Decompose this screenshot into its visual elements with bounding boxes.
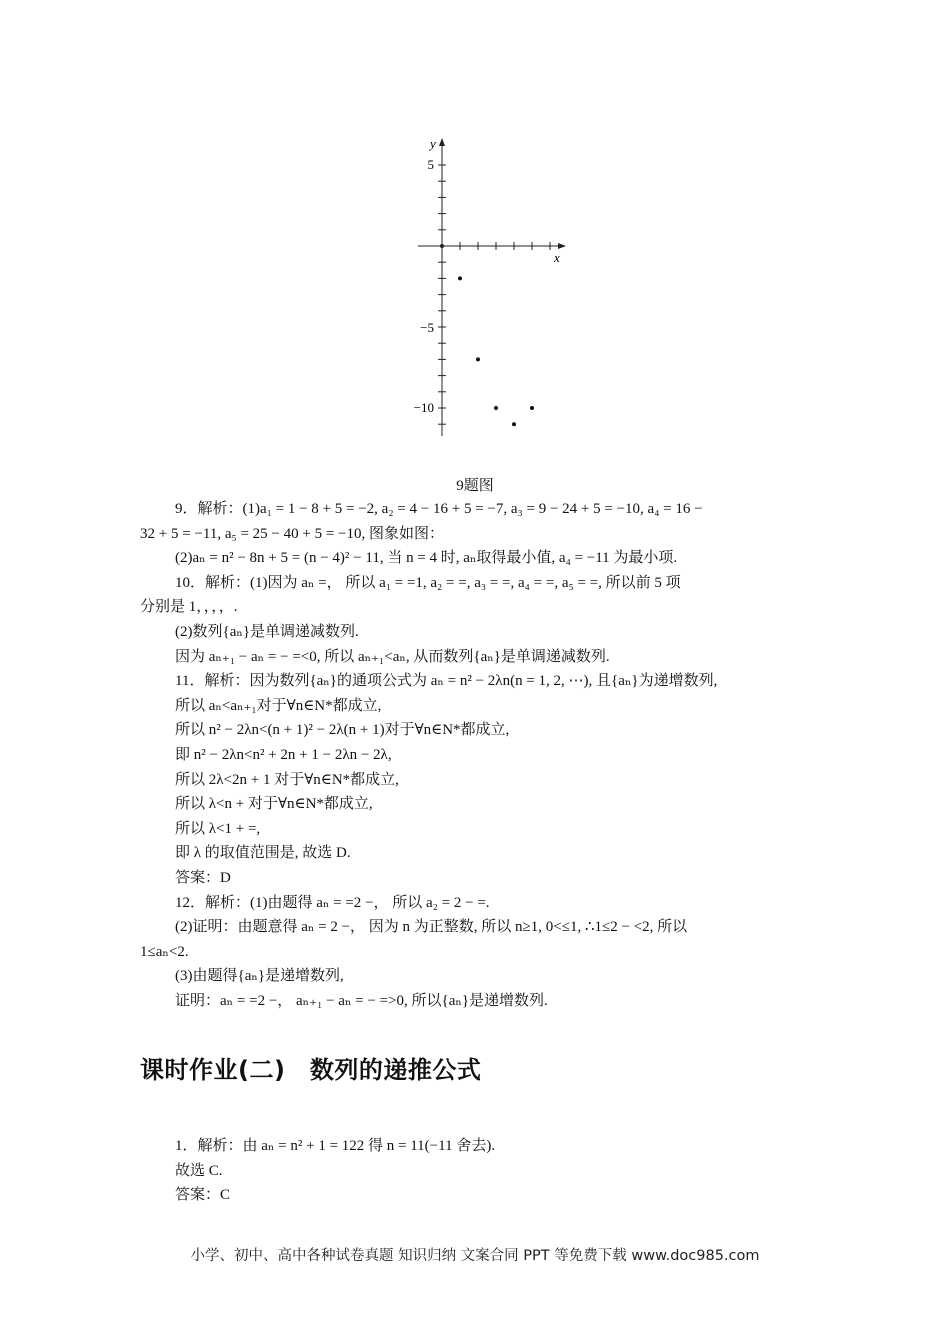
data-point	[512, 422, 516, 426]
solution-line: 9．解析：(1)a₁ = 1 − 8 + 5 = −2, a₂ = 4 − 16 + 5 = −7, a₃ = 9 − 24 + 5 = −10, a₄ = 16 −	[175, 501, 703, 517]
solution-line: 因为 aₙ₊₁ − aₙ = − =<0, 所以 aₙ₊₁<aₙ, 从而数列{aₙ}是单调递减数列.	[175, 648, 610, 665]
x-axis-label: x	[554, 250, 560, 265]
solution-line: 所以 n² − 2λn<(n + 1)² − 2λ(n + 1)对于∀n∈N*都成立,	[175, 722, 510, 739]
data-points	[458, 276, 534, 426]
tick-marks	[438, 165, 550, 424]
solution-line: 所以 λ<1 + =,	[175, 820, 261, 837]
problem-9-graph	[400, 130, 580, 440]
footer-text: 小学、初中、高中各种试卷真题 知识归纳 文案合同 PPT 等免费下载 www.doc985.com	[190, 1248, 760, 1264]
solution-line: 所以 2λ<2n + 1 对于∀n∈N*都成立,	[175, 771, 399, 788]
data-point	[494, 406, 498, 410]
data-point	[458, 276, 462, 280]
figure-caption: 9题图	[456, 478, 494, 494]
solution-line: 分别是 1，，，，.	[140, 599, 238, 616]
solution-line: 即 n² − 2λn<n² + 2n + 1 − 2λn − 2λ,	[175, 746, 392, 763]
solution-line: 所以 λ<n + 对于∀n∈N*都成立,	[175, 796, 373, 813]
solution-line: 故选 C.	[175, 1162, 223, 1179]
answer-line: 答案：D	[175, 869, 231, 886]
solution-line: 10．解析：(1)因为 aₙ =， 所以 a₁ = =1, a₂ = =, a₃ = =, a₄ = =, a₅ = =, 所以前 5 项	[175, 574, 681, 591]
solution-line: (2)aₙ = n² − 8n + 5 = (n − 4)² − 11, 当 n = 4 时, aₙ取得最小值, a₄ = −11 为最小项.	[175, 550, 678, 567]
solution-line: 11．解析：因为数列{aₙ}的通项公式为 aₙ = n² − 2λn(n = 1, 2, ⋯), 且{aₙ}为递增数列,	[175, 673, 718, 690]
data-point	[530, 406, 534, 410]
origin-point	[440, 244, 444, 248]
y-tick-label-neg5: −5	[420, 320, 434, 335]
solution-line: 12．解析：(1)由题得 aₙ = =2 −， 所以 a₂ = 2 − =.	[175, 894, 490, 911]
solution-line: (3)由题得{aₙ}是递增数列,	[175, 968, 344, 985]
solution-line: (2)数列{aₙ}是单调递减数列.	[175, 623, 359, 640]
solution-line: 32 + 5 = −11, a₅ = 25 − 40 + 5 = −10, 图象如图：	[140, 525, 445, 542]
solution-line: 即 λ 的取值范围是, 故选 D.	[175, 845, 351, 862]
solution-line: (2)证明：由题意得 aₙ = 2 −， 因为 n 为正整数, 所以 n≥1, 0<≤1, ∴1≤2 − <2, 所以	[175, 919, 688, 936]
solutions-block	[140, 497, 810, 1013]
section2-block	[140, 1134, 810, 1208]
y-tick-label-5: 5	[427, 157, 434, 172]
solution-line: 1．解析：由 aₙ = n² + 1 = 122 得 n = 11(−11 舍去).	[175, 1138, 496, 1154]
section-heading: 课时作业(二) 数列的递推公式	[140, 1056, 482, 1084]
data-point	[476, 357, 480, 361]
solution-line: 1≤aₙ<2.	[140, 943, 189, 960]
solution-line: 所以 aₙ<aₙ₊₁对于∀n∈N*都成立,	[175, 697, 382, 714]
x-axis-arrow	[558, 243, 566, 249]
answer-line: 答案：C	[175, 1187, 231, 1204]
y-tick-label-neg10: −10	[413, 400, 434, 415]
y-axis-arrow	[439, 138, 445, 146]
solution-line: 证明：aₙ = =2 −， aₙ₊₁ − aₙ = − =>0, 所以{aₙ}是递增数列.	[175, 992, 548, 1009]
y-axis-label: y	[430, 136, 436, 151]
